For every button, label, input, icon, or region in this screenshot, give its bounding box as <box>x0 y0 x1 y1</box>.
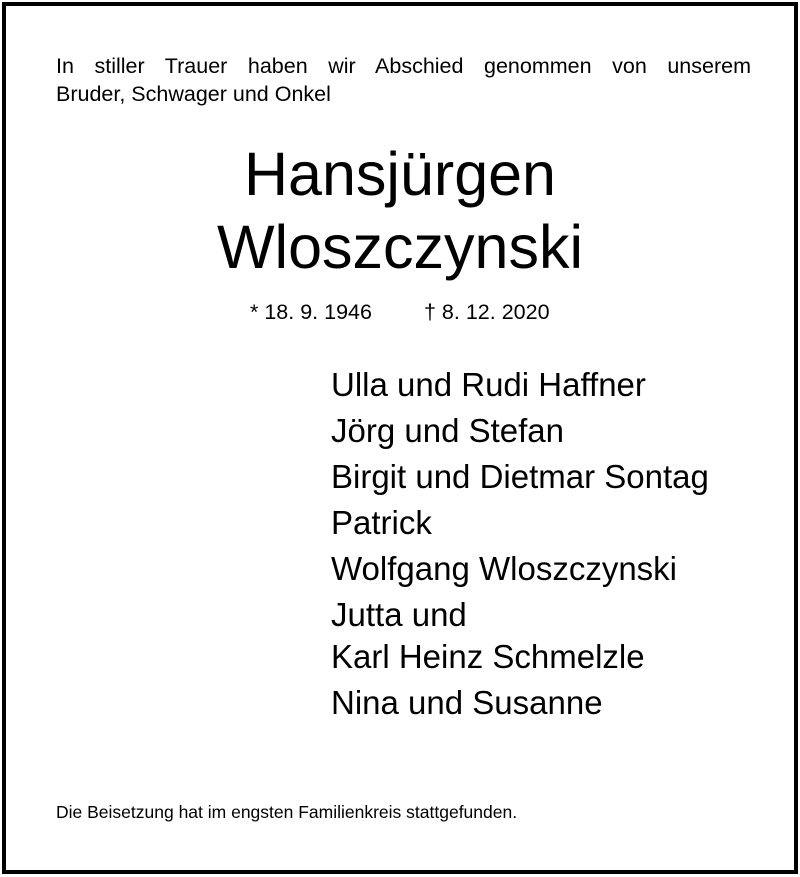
survivor-entry: Wolfgang Wloszczynski <box>331 550 678 587</box>
survivor-entry: Birgit und Dietmar Sontag <box>331 458 709 495</box>
survivor-entry: Jörg und Stefan <box>331 412 564 449</box>
deceased-first-name: Hansjürgen <box>244 140 556 208</box>
deceased-last-name: Wloszczynski <box>216 213 584 281</box>
survivor-entry: Patrick <box>331 504 432 541</box>
closing-note: Die Beisetzung hat im engsten Familienkreis stattgefunden. <box>56 802 518 822</box>
birth-date: * 18. 9. 1946 <box>250 300 372 324</box>
survivor-entry: Karl Heinz Schmelzle <box>331 638 645 675</box>
intro-line-1: In stiller Trauer haben wir Abschied genommen von unserem <box>56 54 751 78</box>
intro-line-2: Bruder, Schwager und Onkel <box>56 82 331 106</box>
survivor-entry: Nina und Susanne <box>331 684 603 721</box>
death-date: † 8. 12. 2020 <box>424 300 550 324</box>
survivor-entry: Ulla und Rudi Haffner <box>331 366 646 403</box>
survivor-entry: Jutta und <box>331 596 467 633</box>
obituary-notice <box>2 2 798 874</box>
intro-text <box>56 52 751 108</box>
survivors-list <box>331 362 709 726</box>
